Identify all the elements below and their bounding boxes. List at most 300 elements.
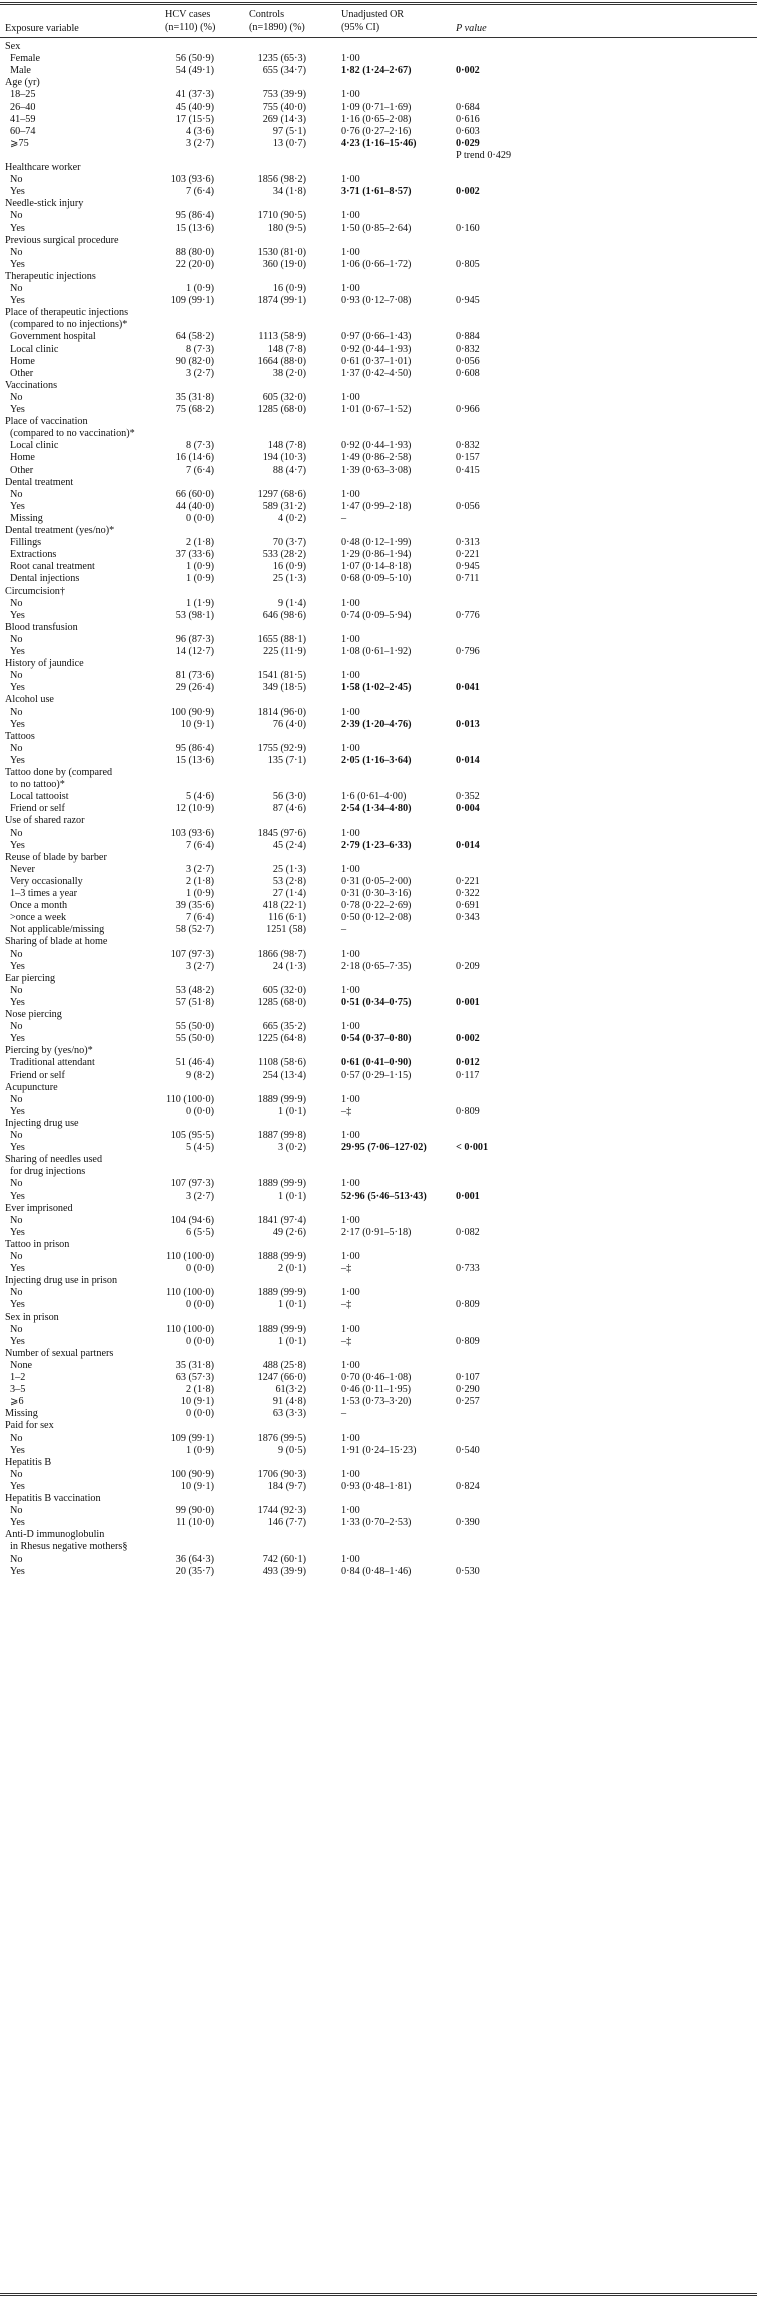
controls-cell: 97 (5·1) bbox=[272, 125, 306, 137]
table-row bbox=[0, 875, 757, 888]
group-heading-row bbox=[0, 1044, 757, 1057]
odds-ratio-cell: 1·82 (1·24–2·67) bbox=[341, 65, 412, 77]
p-trend-note: P trend 0·429 bbox=[456, 149, 512, 161]
odds-ratio-cell: 0·48 (0·12–1·99) bbox=[341, 537, 412, 549]
table-row bbox=[0, 52, 757, 65]
group-heading-row bbox=[0, 161, 757, 174]
row-label: Missing bbox=[5, 1408, 38, 1420]
row-label: No bbox=[10, 210, 23, 222]
odds-ratio-cell: 0·76 (0·27–2·16) bbox=[341, 125, 412, 137]
row-label: No bbox=[10, 1432, 23, 1444]
odds-ratio-cell: 1·00 bbox=[341, 1553, 360, 1565]
p-value-cell: 0·001 bbox=[456, 1190, 480, 1202]
group-heading-row bbox=[0, 585, 757, 598]
cases-cell: 15 (13·6) bbox=[175, 222, 214, 234]
controls-cell: 194 (10·3) bbox=[262, 452, 306, 464]
row-label: No bbox=[10, 1468, 23, 1480]
row-label: Other bbox=[10, 367, 34, 379]
row-label: Place of vaccination bbox=[5, 416, 88, 428]
p-value-cell: 0·013 bbox=[456, 718, 480, 730]
table-row bbox=[0, 1105, 757, 1118]
cases-cell: 55 (50·0) bbox=[175, 1021, 214, 1033]
row-label: Tattoo done by (compared bbox=[5, 767, 113, 778]
p-value-cell: 0·945 bbox=[456, 561, 480, 573]
controls-cell: 1530 (81·0) bbox=[257, 246, 306, 258]
row-label: Yes bbox=[10, 682, 25, 694]
row-label: Therapeutic injections bbox=[5, 270, 96, 282]
table-row bbox=[0, 1032, 757, 1045]
row-label: Number of sexual partners bbox=[5, 1347, 114, 1359]
row-label: Hepatitis B bbox=[5, 1456, 52, 1468]
odds-ratio-cell: 1·00 bbox=[341, 948, 360, 960]
controls-cell: 360 (19·0) bbox=[262, 258, 306, 270]
odds-ratio-cell: 2·39 (1·20–4·76) bbox=[341, 718, 412, 730]
table-row bbox=[0, 246, 757, 259]
cases-cell: 29 (26·4) bbox=[175, 682, 214, 694]
cases-cell: 37 (33·6) bbox=[175, 549, 214, 561]
table-row bbox=[0, 125, 757, 138]
p-value-cell: 0·221 bbox=[456, 875, 480, 887]
row-label: Blood transfusion bbox=[5, 621, 78, 633]
odds-ratio-cell: 0·97 (0·66–1·43) bbox=[341, 331, 412, 343]
p-value-cell: 0·002 bbox=[456, 1033, 480, 1045]
odds-ratio-cell: 0·57 (0·29–1·15) bbox=[341, 1069, 412, 1081]
row-label: Acupuncture bbox=[5, 1081, 58, 1093]
odds-ratio-cell: 1·00 bbox=[341, 210, 360, 222]
p-value-cell: 0·945 bbox=[456, 295, 480, 307]
row-label: Yes bbox=[10, 1444, 25, 1456]
group-heading-row bbox=[0, 766, 757, 779]
controls-cell: 1655 (88·1) bbox=[257, 633, 306, 645]
row-label: Ear piercing bbox=[5, 972, 56, 984]
row-label: Root canal treatment bbox=[10, 561, 95, 573]
odds-ratio-cell: –‡ bbox=[341, 1263, 352, 1275]
controls-cell: 655 (34·7) bbox=[262, 65, 306, 77]
cases-cell: 3 (2·7) bbox=[185, 960, 214, 972]
cases-cell: 100 (90·9) bbox=[170, 706, 214, 718]
cases-cell: 96 (87·3) bbox=[175, 633, 214, 645]
group-heading-row bbox=[0, 1311, 757, 1324]
row-label: No bbox=[10, 391, 23, 403]
cases-cell: 2 (1·8) bbox=[185, 537, 214, 549]
header-or-label: Unadjusted OR bbox=[341, 9, 405, 20]
controls-cell: 646 (98·6) bbox=[262, 609, 306, 621]
controls-cell: 24 (1·3) bbox=[272, 960, 306, 972]
odds-ratio-cell: 1·00 bbox=[341, 89, 360, 101]
row-label: Dental injections bbox=[10, 573, 80, 585]
row-label: Yes bbox=[10, 1335, 25, 1347]
table-row bbox=[0, 1129, 757, 1142]
table-row bbox=[0, 681, 757, 694]
controls-cell: 1889 (99·9) bbox=[257, 1323, 306, 1335]
row-label: No bbox=[10, 1251, 23, 1262]
row-label: Male bbox=[10, 65, 31, 77]
odds-ratio-cell: 0·93 (0·12–7·08) bbox=[341, 295, 412, 307]
table-row bbox=[0, 282, 757, 295]
cases-cell: 10 (9·1) bbox=[180, 718, 214, 730]
row-label: Yes bbox=[10, 1565, 25, 1577]
row-label: Tattoos bbox=[5, 730, 35, 742]
cases-cell: 66 (60·0) bbox=[175, 488, 214, 500]
odds-ratio-cell: 52·96 (5·46–513·43) bbox=[341, 1190, 427, 1202]
p-value-cell: 0·684 bbox=[456, 101, 480, 113]
top-rule bbox=[0, 2, 757, 3]
p-value-cell: 0·014 bbox=[456, 839, 480, 851]
p-value-cell: 0·711 bbox=[456, 573, 480, 585]
controls-cell: 488 (25·8) bbox=[262, 1359, 306, 1371]
p-value-cell: 0·805 bbox=[456, 258, 480, 270]
cases-cell: 3 (2·7) bbox=[185, 367, 214, 379]
group-heading-row bbox=[0, 1117, 757, 1130]
controls-cell: 148 (7·8) bbox=[267, 343, 306, 355]
cases-cell: 109 (99·1) bbox=[170, 1432, 214, 1444]
controls-cell: 9 (0·5) bbox=[277, 1444, 306, 1456]
cases-cell: 0 (0·0) bbox=[185, 1408, 214, 1420]
table-row bbox=[0, 1226, 757, 1239]
cases-cell: 99 (90·0) bbox=[175, 1505, 214, 1517]
controls-cell: 25 (1·3) bbox=[272, 573, 306, 585]
controls-cell: 1874 (99·1) bbox=[257, 295, 306, 307]
cases-cell: 2 (1·8) bbox=[185, 875, 214, 887]
odds-ratio-cell: 0·92 (0·44–1·93) bbox=[341, 440, 412, 452]
controls-cell: 135 (7·1) bbox=[267, 754, 306, 766]
p-value-cell: 0·390 bbox=[456, 1517, 480, 1529]
odds-ratio-cell: 1·00 bbox=[341, 1178, 360, 1190]
group-heading-row bbox=[0, 1238, 757, 1251]
p-value-cell: 0·012 bbox=[456, 1057, 480, 1069]
odds-ratio-cell: 0·84 (0·48–1·46) bbox=[341, 1565, 412, 1577]
row-label: 18–25 bbox=[10, 89, 36, 101]
odds-ratio-cell: 1·47 (0·99–2·18) bbox=[341, 500, 412, 512]
odds-ratio-cell: 1·53 (0·73–3·20) bbox=[341, 1396, 412, 1408]
odds-ratio-cell: 0·92 (0·44–1·93) bbox=[341, 343, 412, 355]
table-row bbox=[0, 391, 757, 404]
header-p-value: P value bbox=[456, 23, 487, 34]
header-controls-label: Controls bbox=[249, 9, 285, 20]
odds-ratio-cell: 2·18 (0·65–7·35) bbox=[341, 960, 412, 972]
row-label: Female bbox=[10, 53, 40, 65]
row-label: Yes bbox=[10, 1299, 25, 1311]
p-value-cell: 0·056 bbox=[456, 355, 480, 367]
odds-ratio-cell: 0·74 (0·09–5·94) bbox=[341, 609, 412, 621]
cases-cell: 109 (99·1) bbox=[170, 295, 214, 307]
controls-cell: 1710 (90·5) bbox=[257, 210, 306, 222]
table-row bbox=[0, 1407, 757, 1420]
controls-cell: 1297 (68·6) bbox=[257, 488, 306, 500]
controls-cell: 349 (18·5) bbox=[262, 682, 306, 694]
odds-ratio-cell: 1·00 bbox=[341, 1093, 360, 1105]
controls-cell: 1889 (99·9) bbox=[257, 1287, 306, 1299]
odds-ratio-cell: 1·00 bbox=[341, 1505, 360, 1517]
controls-cell: 49 (2·6) bbox=[272, 1226, 306, 1238]
table-row bbox=[0, 911, 757, 924]
bottom-rule-inner bbox=[0, 2295, 757, 2296]
controls-cell: 1755 (92·9) bbox=[257, 742, 306, 754]
cases-cell: 14 (12·7) bbox=[175, 646, 214, 657]
odds-ratio-cell: 1·00 bbox=[341, 1130, 360, 1141]
cases-cell: 107 (97·3) bbox=[170, 1178, 214, 1190]
p-value-cell: 0·809 bbox=[456, 1105, 480, 1117]
odds-ratio-cell: 1·00 bbox=[341, 246, 360, 258]
controls-cell: 418 (22·1) bbox=[262, 900, 306, 912]
controls-cell: 9 (1·4) bbox=[277, 597, 306, 609]
cases-cell: 88 (80·0) bbox=[175, 246, 214, 258]
row-label: Very occasionally bbox=[10, 875, 83, 887]
cases-cell: 105 (95·5) bbox=[170, 1130, 214, 1141]
controls-cell: 88 (4·7) bbox=[272, 464, 306, 476]
odds-ratio-cell: 0·54 (0·37–0·80) bbox=[341, 1033, 412, 1045]
cases-cell: 36 (64·3) bbox=[175, 1553, 214, 1565]
group-heading-row bbox=[0, 621, 757, 634]
cases-cell: 7 (6·4) bbox=[185, 912, 214, 924]
group-heading-row bbox=[0, 40, 757, 53]
controls-cell: 742 (60·1) bbox=[262, 1553, 306, 1565]
odds-ratio-cell: 1·00 bbox=[341, 633, 360, 645]
controls-cell: 589 (31·2) bbox=[262, 500, 306, 512]
cases-cell: 1 (0·9) bbox=[185, 561, 214, 573]
cases-cell: 0 (0·0) bbox=[185, 1299, 214, 1311]
cases-cell: 35 (31·8) bbox=[175, 391, 214, 403]
table-row bbox=[0, 1323, 757, 1336]
table-row bbox=[0, 706, 757, 719]
p-value-cell: 0·082 bbox=[456, 1226, 480, 1238]
controls-cell: 1 (0·1) bbox=[277, 1299, 306, 1311]
p-value-cell: 0·691 bbox=[456, 900, 480, 912]
odds-ratio-cell: 1·00 bbox=[341, 863, 360, 875]
odds-ratio-cell: 0·50 (0·12–2·08) bbox=[341, 912, 412, 924]
odds-ratio-cell: 1·00 bbox=[341, 174, 360, 186]
group-heading-row bbox=[0, 379, 757, 392]
p-value-cell: 0·733 bbox=[456, 1263, 480, 1275]
row-label: No bbox=[10, 1323, 23, 1335]
p-value-cell: 0·014 bbox=[456, 754, 480, 766]
group-heading-row bbox=[0, 935, 757, 948]
group-heading-row bbox=[0, 1081, 757, 1094]
header-or-ci: (95% CI) bbox=[341, 22, 380, 33]
p-value-cell: 0·160 bbox=[456, 222, 480, 234]
row-label: Friend or self bbox=[10, 1069, 65, 1081]
p-value-cell: 0·001 bbox=[456, 996, 480, 1008]
group-heading-row bbox=[0, 1492, 757, 1505]
cases-cell: 12 (10·9) bbox=[175, 803, 214, 815]
header-controls-n: (n=1890) (%) bbox=[249, 22, 305, 33]
row-label: No bbox=[10, 633, 23, 645]
cases-cell: 10 (9·1) bbox=[180, 1396, 214, 1408]
row-label: Yes bbox=[10, 839, 25, 851]
table-row bbox=[0, 899, 757, 912]
odds-ratio-cell: 0·46 (0·11–1·95) bbox=[341, 1384, 412, 1396]
controls-cell: 1225 (64·8) bbox=[257, 1033, 306, 1045]
row-label: Anti-D immunoglobulin bbox=[5, 1529, 105, 1541]
group-heading-row bbox=[0, 693, 757, 706]
row-label: Injecting drug use in prison bbox=[5, 1275, 118, 1287]
cases-cell: 5 (4·5) bbox=[185, 1142, 214, 1154]
cases-cell: 41 (37·3) bbox=[175, 89, 214, 101]
row-label: None bbox=[10, 1359, 33, 1371]
cases-cell: 3 (2·7) bbox=[185, 137, 214, 149]
table-row bbox=[0, 64, 757, 77]
controls-cell: 1841 (97·4) bbox=[257, 1214, 306, 1226]
controls-cell: 146 (7·7) bbox=[267, 1517, 306, 1529]
row-label: Age (yr) bbox=[5, 77, 40, 89]
table-row bbox=[0, 113, 757, 126]
row-label: Yes bbox=[10, 500, 25, 512]
row-label: Local clinic bbox=[10, 440, 59, 452]
row-label: Vaccinations bbox=[5, 379, 58, 391]
table-row bbox=[0, 258, 757, 271]
table-row bbox=[0, 173, 757, 186]
table-row bbox=[0, 1335, 757, 1348]
cases-cell: 11 (10·0) bbox=[176, 1517, 214, 1529]
p-value-cell: 0·530 bbox=[456, 1565, 480, 1577]
table-row bbox=[0, 960, 757, 973]
table-row bbox=[0, 88, 757, 101]
row-label: Paid for sex bbox=[5, 1420, 54, 1432]
row-label: Alcohol use bbox=[5, 694, 54, 706]
odds-ratio-cell: 2·17 (0·91–5·18) bbox=[341, 1226, 412, 1238]
odds-ratio-cell: 29·95 (7·06–127·02) bbox=[341, 1142, 427, 1154]
table-row bbox=[0, 1504, 757, 1517]
cases-cell: 64 (58·2) bbox=[175, 331, 214, 343]
table-row bbox=[0, 802, 757, 815]
row-label: Nose piercing bbox=[5, 1009, 62, 1020]
row-label: No bbox=[10, 948, 23, 960]
row-label: Dental treatment bbox=[5, 476, 74, 488]
table-row bbox=[0, 742, 757, 755]
odds-ratio-cell: 1·00 bbox=[341, 488, 360, 500]
odds-ratio-cell: 1·00 bbox=[341, 1021, 360, 1033]
controls-cell: 1108 (58·6) bbox=[257, 1057, 306, 1069]
row-label: for drug injections bbox=[10, 1166, 86, 1178]
controls-cell: 16 (0·9) bbox=[272, 283, 306, 294]
cases-cell: 45 (40·9) bbox=[175, 101, 214, 113]
table-row bbox=[0, 451, 757, 464]
table-row bbox=[0, 839, 757, 852]
group-heading-row bbox=[0, 1274, 757, 1287]
row-label: Yes bbox=[10, 996, 25, 1008]
table-row bbox=[0, 512, 757, 525]
row-label: Needle-stick injury bbox=[5, 198, 84, 210]
p-value-cell: 0·824 bbox=[456, 1480, 480, 1492]
controls-cell: 665 (35·2) bbox=[262, 1021, 306, 1033]
controls-cell: 1247 (66·0) bbox=[257, 1372, 306, 1383]
table-row bbox=[0, 355, 757, 368]
controls-cell: 61(3·2) bbox=[275, 1384, 306, 1396]
row-label: Fillings bbox=[10, 537, 42, 549]
p-value-cell: 0·002 bbox=[456, 65, 480, 77]
table-row bbox=[0, 1093, 757, 1106]
row-label: ⩾6 bbox=[10, 1396, 24, 1408]
controls-cell: 2 (0·1) bbox=[277, 1263, 306, 1275]
controls-cell: 87 (4·6) bbox=[272, 803, 306, 815]
row-label: to no tattoo)* bbox=[10, 779, 65, 791]
cases-cell: 75 (68·2) bbox=[175, 404, 214, 415]
table-row bbox=[0, 1553, 757, 1566]
group-heading-row bbox=[0, 270, 757, 283]
odds-ratio-cell: 1·91 (0·24–15·23) bbox=[341, 1444, 417, 1456]
row-label: Yes bbox=[10, 1033, 25, 1045]
controls-cell: 3 (0·2) bbox=[277, 1142, 306, 1154]
odds-ratio-cell: 0·93 (0·48–1·81) bbox=[341, 1480, 412, 1492]
group-heading-row bbox=[0, 778, 757, 791]
p-value-cell: 0·608 bbox=[456, 367, 480, 379]
p-value-cell: 0·290 bbox=[456, 1384, 480, 1396]
controls-cell: 1887 (99·8) bbox=[257, 1130, 306, 1141]
odds-ratio-cell: 0·78 (0·22–2·69) bbox=[341, 900, 412, 912]
controls-cell: 1856 (98·2) bbox=[257, 174, 306, 186]
row-label: 1–2 bbox=[10, 1372, 26, 1383]
p-value-cell: 0·832 bbox=[456, 343, 480, 355]
table-row bbox=[0, 1298, 757, 1311]
cases-cell: 57 (51·8) bbox=[175, 996, 214, 1008]
row-label: Sex bbox=[5, 41, 21, 52]
p-value-cell: 0·056 bbox=[456, 500, 480, 512]
row-label: No bbox=[10, 174, 23, 186]
row-label: Yes bbox=[10, 222, 25, 234]
cases-cell: 0 (0·0) bbox=[185, 1335, 214, 1347]
table-row bbox=[0, 1056, 757, 1069]
p-value-cell: 0·221 bbox=[456, 549, 480, 561]
row-label: No bbox=[10, 283, 23, 294]
odds-ratio-cell: 1·6 (0·61–4·00) bbox=[341, 791, 407, 803]
row-label: No bbox=[10, 1505, 23, 1517]
row-label: Yes bbox=[10, 646, 25, 657]
table-row bbox=[0, 948, 757, 961]
row-label: Dental treatment (yes/no)* bbox=[5, 525, 115, 536]
odds-ratio-cell: 1·33 (0·70–2·53) bbox=[341, 1517, 412, 1529]
odds-ratio-cell: 1·00 bbox=[341, 670, 360, 682]
table-row bbox=[0, 560, 757, 573]
table-row bbox=[0, 548, 757, 561]
header-cases-label: HCV cases bbox=[165, 9, 211, 20]
group-heading-row bbox=[0, 1165, 757, 1178]
cases-cell: 44 (40·0) bbox=[175, 500, 214, 512]
cases-cell: 110 (100·0) bbox=[165, 1323, 214, 1335]
row-label: Government hospital bbox=[10, 331, 96, 343]
table-row bbox=[0, 1480, 757, 1493]
table-row bbox=[0, 209, 757, 222]
cases-cell: 0 (0·0) bbox=[185, 512, 214, 524]
row-label: Yes bbox=[10, 1226, 25, 1238]
row-label: No bbox=[10, 742, 23, 754]
table-row bbox=[0, 1468, 757, 1481]
cases-cell: 6 (5·5) bbox=[185, 1226, 214, 1238]
odds-ratio-cell: 1·01 (0·67–1·52) bbox=[341, 404, 412, 415]
row-label: Friend or self bbox=[10, 803, 65, 815]
group-heading-row bbox=[0, 76, 757, 89]
p-value-cell: 0·776 bbox=[456, 609, 480, 621]
cases-cell: 104 (94·6) bbox=[170, 1214, 214, 1226]
row-label: Use of shared razor bbox=[5, 815, 85, 827]
table-row bbox=[0, 645, 757, 658]
cases-cell: 2 (1·8) bbox=[185, 1384, 214, 1396]
controls-cell: 76 (4·0) bbox=[272, 718, 306, 730]
cases-cell: 39 (35·6) bbox=[175, 900, 214, 912]
table-row bbox=[0, 827, 757, 840]
table-row bbox=[0, 343, 757, 356]
odds-ratio-cell: 1·29 (0·86–1·94) bbox=[341, 549, 412, 561]
p-value-cell: 0·041 bbox=[456, 682, 480, 694]
table-row bbox=[0, 996, 757, 1009]
row-label: Yes bbox=[10, 1480, 25, 1492]
controls-cell: 605 (32·0) bbox=[262, 984, 306, 996]
controls-cell: 1744 (92·3) bbox=[257, 1505, 306, 1517]
controls-cell: 1889 (99·9) bbox=[257, 1093, 306, 1105]
row-label: Hepatitis B vaccination bbox=[5, 1493, 101, 1504]
row-label: Yes bbox=[10, 1263, 25, 1275]
group-heading-row bbox=[0, 851, 757, 864]
row-label: Yes bbox=[10, 1142, 25, 1154]
